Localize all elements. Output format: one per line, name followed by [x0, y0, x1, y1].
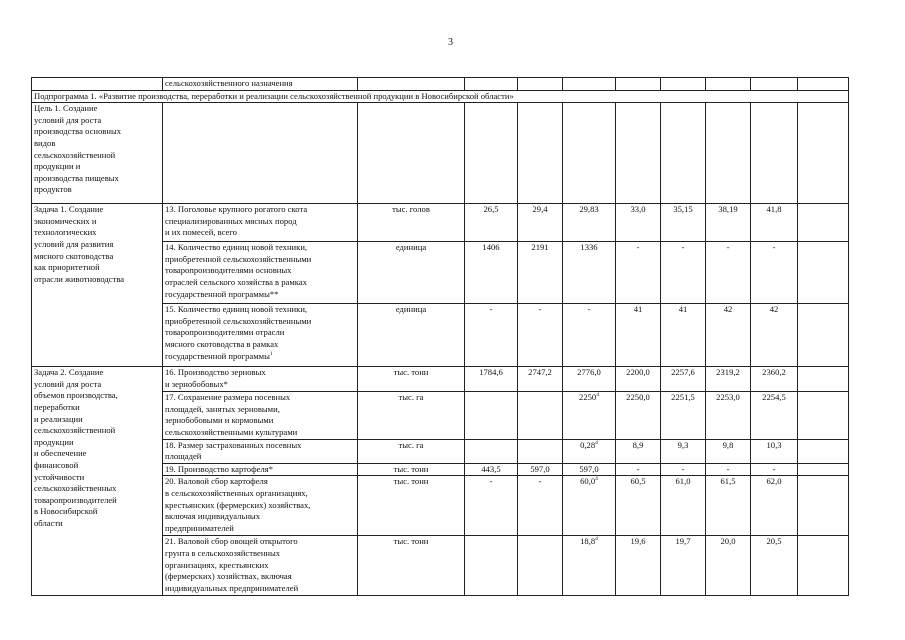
value-cell	[518, 392, 563, 439]
value-text: 597,0	[530, 463, 550, 474]
unit-cell: тыс. тонн	[358, 536, 465, 596]
value-text: 10,3	[766, 439, 782, 450]
value-cell	[563, 304, 616, 367]
value-text: 2254,5	[762, 392, 786, 403]
value-text: 62,0	[766, 476, 782, 487]
value-text: 2747,2	[528, 367, 552, 378]
unit-cell: тыс. тонн	[358, 463, 465, 476]
value-cell	[563, 204, 616, 242]
unit-cell: тыс. тонн	[358, 476, 465, 536]
table-row	[32, 367, 849, 392]
indicator-name: 21. Валовой сбор овощей открытого грунта в сельскохозяйственных организациях, крестьянских (фермерских) хозяйствах, включая индивидуальных предпринимателей	[163, 536, 358, 596]
empty-cell	[661, 78, 706, 91]
value-cell	[563, 536, 616, 596]
empty-cell	[798, 392, 849, 439]
value-text: 19,7	[675, 536, 691, 547]
value-text: 33,0	[630, 204, 646, 215]
value-cell	[563, 367, 616, 392]
value-cell	[661, 439, 706, 463]
value-cell	[751, 439, 798, 463]
value-cell	[616, 242, 661, 304]
value-cell	[661, 392, 706, 439]
value-text: 9,3	[677, 439, 689, 450]
value-text: 2250,0	[626, 392, 650, 403]
value-text: -	[587, 304, 591, 315]
subprogram-title: Подпрограмма 1. «Развитие производства, переработки и реализации сельскохозяйственной продукции в Новосибирской области»	[32, 90, 849, 103]
indicator-name: 18. Размер застрахованных посевных площадей	[163, 439, 358, 463]
value-text: 2250	[579, 392, 597, 403]
value-cell	[616, 536, 661, 596]
value-cell	[518, 536, 563, 596]
value-text: 2200,0	[626, 367, 650, 378]
value-cell	[518, 204, 563, 242]
indicator-name: 14. Количество единиц новой техники, приобретенной сельскохозяйственными товаропроизводителями основных отраслей сельского хозяйства в рамках государственной программы**	[163, 242, 358, 304]
value-text: 20,5	[766, 536, 782, 547]
value-text: 2360,2	[762, 367, 786, 378]
empty-cell	[798, 103, 849, 204]
unit-cell: единица	[358, 304, 465, 367]
value-cell	[661, 536, 706, 596]
indicator-name: 17. Сохранение размера посевных площадей, занятых зерновыми, зернобобовыми и кормовыми сельскохозяйственными культурами	[163, 392, 358, 439]
value-cell	[706, 476, 751, 536]
value-cell	[465, 439, 518, 463]
indicator-name: 16. Производство зерновых и зернобобовых*	[163, 367, 358, 392]
empty-cell	[563, 103, 616, 204]
task-cell: Задача 2. Создание условий для роста объемов производства, переработки и реализации сельскохозяйственной продукции и обеспечение финансовой устойчивости сельскохозяйственных товаропроизводителей в Новосибирской области	[32, 367, 163, 596]
value-text: -	[489, 476, 493, 487]
unit-cell: тыс. тонн	[358, 367, 465, 392]
empty-cell	[661, 103, 706, 204]
value-text: 18,8	[580, 536, 596, 547]
empty-cell	[358, 78, 465, 91]
value-cell	[661, 476, 706, 536]
value-cell	[751, 536, 798, 596]
value-text: 42	[769, 304, 779, 315]
value-cell	[465, 204, 518, 242]
value-cell	[616, 463, 661, 476]
value-text: 42	[723, 304, 733, 315]
indicator-name: 20. Валовой сбор картофеля в сельскохозяйственных организациях, крестьянских (фермерских) хозяйствах, включая индивидуальных предпринимателей	[163, 476, 358, 536]
value-cell	[518, 439, 563, 463]
value-text: 1784,6	[479, 367, 503, 378]
table-row	[32, 78, 849, 91]
value-text: 19,6	[630, 536, 646, 547]
value-cell	[706, 536, 751, 596]
value-cell	[465, 536, 518, 596]
value-text: 2776,0	[577, 367, 601, 378]
value-text: 61,5	[720, 476, 736, 487]
value-text: 597,0	[579, 463, 599, 474]
value-text: 2253,0	[716, 392, 740, 403]
empty-cell	[465, 103, 518, 204]
value-cell	[518, 463, 563, 476]
value-cell	[518, 304, 563, 367]
value-text: 1406	[482, 242, 500, 253]
value-cell	[518, 367, 563, 392]
value-cell	[465, 392, 518, 439]
value-cell	[751, 392, 798, 439]
value-text: -	[636, 242, 640, 253]
indicator-name: 13. Поголовье крупного рогатого скота специализированных мясных пород и их помесей, всего	[163, 204, 358, 242]
empty-cell	[798, 204, 849, 242]
value-cell	[616, 439, 661, 463]
value-cell	[563, 242, 616, 304]
value-cell	[706, 439, 751, 463]
empty-cell	[798, 304, 849, 367]
empty-cell	[798, 476, 849, 536]
indicator-name: сельскохозяйственного назначения	[163, 78, 358, 91]
value-text: 26,5	[483, 204, 499, 215]
value-text: -	[726, 463, 730, 474]
value-text: -	[726, 242, 730, 253]
value-text: 60,0	[580, 476, 596, 487]
value-text: 9,8	[722, 439, 734, 450]
footnote-mark: 4	[596, 392, 599, 399]
value-text: 20,0	[720, 536, 736, 547]
value-text: -	[681, 242, 685, 253]
value-cell	[661, 463, 706, 476]
value-cell	[563, 439, 616, 463]
value-text: 41	[678, 304, 688, 315]
value-cell	[616, 367, 661, 392]
value-cell	[751, 204, 798, 242]
unit-cell: единица	[358, 242, 465, 304]
value-text: 61,0	[675, 476, 691, 487]
value-cell	[751, 242, 798, 304]
value-cell	[616, 204, 661, 242]
footnote-mark: 1	[269, 350, 273, 357]
value-cell	[751, 304, 798, 367]
empty-cell	[616, 78, 661, 91]
footnote-mark: 4	[595, 476, 598, 483]
value-cell	[661, 367, 706, 392]
value-text: -	[538, 304, 542, 315]
value-text: 29,83	[579, 204, 599, 215]
table-row	[32, 90, 849, 103]
empty-cell	[798, 78, 849, 91]
empty-cell	[706, 78, 751, 91]
value-cell	[465, 463, 518, 476]
empty-cell	[358, 103, 465, 204]
value-cell	[616, 304, 661, 367]
empty-cell	[32, 78, 163, 91]
value-text: 41	[633, 304, 643, 315]
footnote-mark: 4	[595, 536, 598, 543]
value-text: 0,28	[580, 439, 596, 450]
indicators-table	[31, 77, 849, 596]
value-text: 35,15	[673, 204, 693, 215]
value-text: -	[681, 463, 685, 474]
value-cell	[751, 463, 798, 476]
value-text: -	[636, 463, 640, 474]
value-text: 1336	[580, 242, 598, 253]
empty-cell	[798, 439, 849, 463]
value-cell	[706, 304, 751, 367]
footnote-mark: 4	[595, 439, 598, 446]
value-text: 2191	[531, 242, 549, 253]
unit-cell: тыс. га	[358, 392, 465, 439]
value-cell	[518, 476, 563, 536]
value-text: 41,8	[766, 204, 782, 215]
value-text: 8,9	[632, 439, 644, 450]
value-cell	[563, 392, 616, 439]
empty-cell	[616, 103, 661, 204]
value-cell	[751, 367, 798, 392]
empty-cell	[518, 103, 563, 204]
value-text: -	[772, 463, 776, 474]
empty-cell	[751, 103, 798, 204]
goal-cell: Цель 1. Создание условий для роста производства основных видов сельскохозяйственной продукции и производства пищевых продуктов	[32, 103, 163, 204]
value-text: 2251,5	[671, 392, 695, 403]
value-cell	[518, 242, 563, 304]
value-cell	[563, 476, 616, 536]
unit-cell: тыс. голов	[358, 204, 465, 242]
value-text: -	[538, 476, 542, 487]
value-cell	[661, 304, 706, 367]
value-cell	[751, 476, 798, 536]
value-cell	[706, 392, 751, 439]
value-text: 60,5	[630, 476, 646, 487]
empty-cell	[518, 78, 563, 91]
value-text: 38,19	[718, 204, 738, 215]
task-cell: Задача 1. Создание экономических и технологических условий для развития мясного скотоводства как приоритетной отрасли животноводства	[32, 204, 163, 367]
value-cell	[465, 304, 518, 367]
empty-cell	[163, 103, 358, 204]
value-cell	[563, 463, 616, 476]
value-text: 2319,2	[716, 367, 740, 378]
empty-cell	[798, 242, 849, 304]
value-cell	[706, 204, 751, 242]
empty-cell	[706, 103, 751, 204]
unit-cell: тыс. га	[358, 439, 465, 463]
value-cell	[465, 367, 518, 392]
value-text: 29,4	[532, 204, 548, 215]
value-cell	[465, 476, 518, 536]
table-row	[32, 204, 849, 242]
value-cell	[706, 367, 751, 392]
value-text: -	[489, 304, 493, 315]
empty-cell	[798, 463, 849, 476]
value-cell	[661, 204, 706, 242]
empty-cell	[798, 367, 849, 392]
empty-cell	[751, 78, 798, 91]
indicator-name: 19. Производство картофеля*	[163, 463, 358, 476]
value-cell	[706, 463, 751, 476]
empty-cell	[563, 78, 616, 91]
value-text: 443,5	[481, 463, 501, 474]
value-cell	[706, 242, 751, 304]
page-number: 3	[448, 37, 453, 48]
empty-cell	[465, 78, 518, 91]
value-cell	[661, 242, 706, 304]
value-cell	[616, 476, 661, 536]
value-text: -	[772, 242, 776, 253]
table-row	[32, 103, 849, 204]
value-cell	[465, 242, 518, 304]
indicator-name: 15. Количество единиц новой техники, приобретенной сельскохозяйственными товаропроизводителями отрасли мясного скотоводства в рамках государственной программы$^1$	[163, 304, 358, 367]
value-text: 2257,6	[671, 367, 695, 378]
value-cell	[616, 392, 661, 439]
empty-cell	[798, 536, 849, 596]
